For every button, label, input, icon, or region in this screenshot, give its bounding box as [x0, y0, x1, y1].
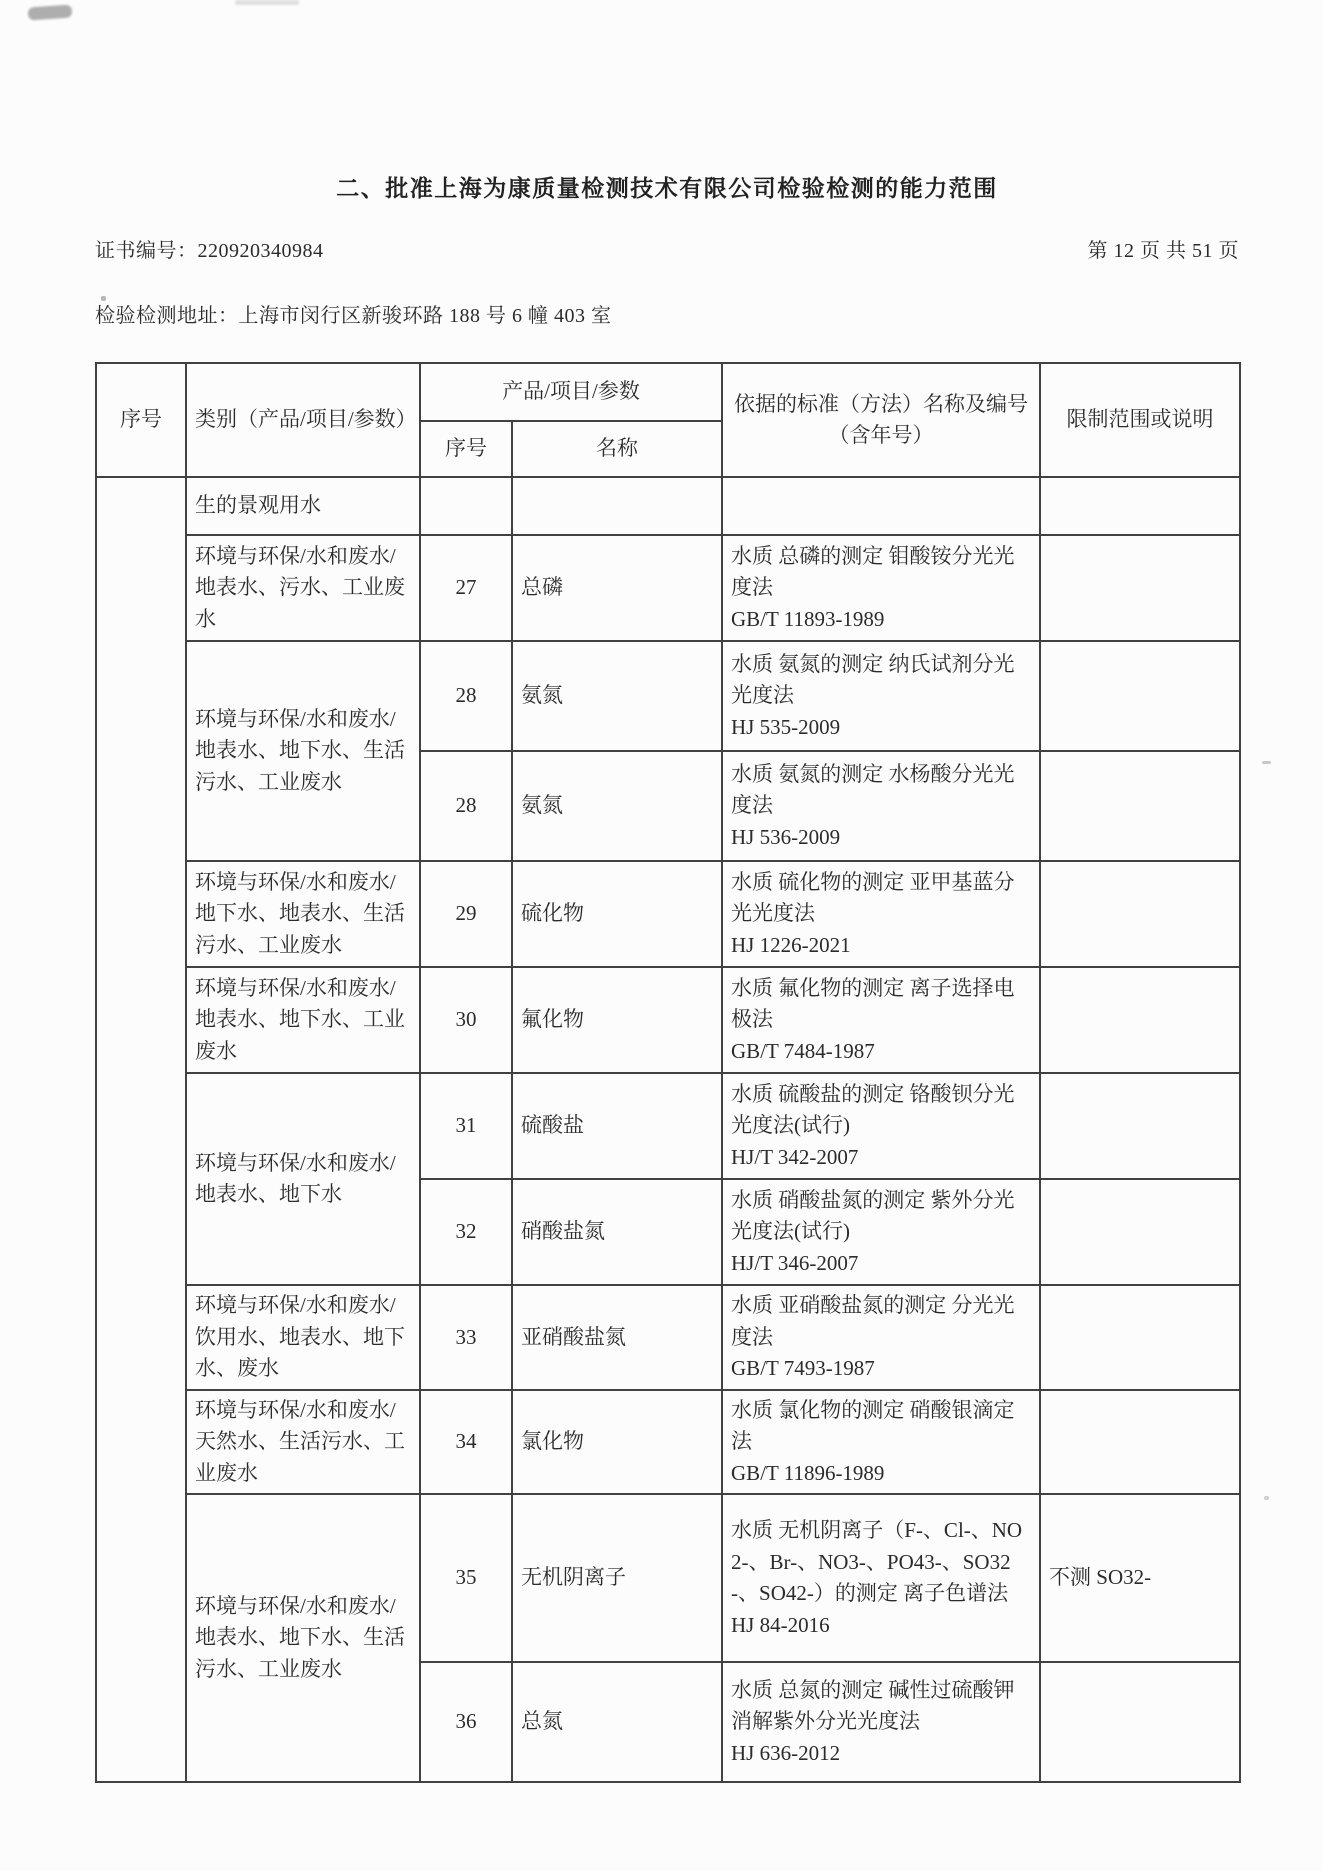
item-seq-cell: 33 [420, 1285, 512, 1390]
inspection-address: 检验检测地址：上海市闵行区新骏环路 188 号 6 幢 403 室 [95, 305, 612, 327]
item-name-cell: 总氮 [512, 1662, 722, 1782]
standard-cell [722, 1285, 1040, 1390]
category-cell: 环境与环保/水和废水/地表水、地下水、生活污水、工业废水 [186, 1494, 420, 1782]
standard-cell [722, 477, 1040, 535]
category-cell: 环境与环保/水和废水/地表水、地下水、生活污水、工业废水 [186, 641, 420, 861]
standard-code: HJ 536-2009 [731, 824, 841, 849]
standard-cell [722, 1390, 1040, 1495]
standard-method: 水质 无机阴离子（F-、Cl-、NO2-、Br-、NO3-、PO43-、SO32-、SO42-）的测定 离子色谱法 [731, 1518, 1023, 1605]
standard-method: 水质 亚硝酸盐氮的测定 分光光度法 [731, 1293, 1015, 1349]
item-name-cell: 硫酸盐 [512, 1073, 722, 1179]
restriction-cell [1040, 1073, 1240, 1179]
col-header-seq: 序号 [96, 363, 186, 477]
standard-code: GB/T 11893-1989 [731, 606, 885, 631]
scan-speck [1264, 1496, 1269, 1500]
table-row [96, 1494, 1240, 1662]
item-name-cell: 氟化物 [512, 967, 722, 1073]
standard-code: HJ 84-2016 [731, 1612, 830, 1637]
item-name-cell: 氯化物 [512, 1390, 722, 1495]
item-name-cell: 硝酸盐氮 [512, 1179, 722, 1285]
item-seq-cell [420, 477, 512, 535]
table-row [96, 477, 1240, 535]
item-seq-cell: 30 [420, 967, 512, 1073]
standard-cell [722, 1662, 1040, 1782]
standard-code: GB/T 11896-1989 [731, 1460, 885, 1485]
standard-cell [722, 1073, 1040, 1179]
standard-method: 水质 氨氮的测定 纳氏试剂分光光度法 [731, 651, 1015, 708]
table-row [96, 1073, 1240, 1179]
restriction-cell [1040, 1179, 1240, 1285]
standard-cell [722, 1179, 1040, 1285]
restriction-cell [1040, 967, 1240, 1073]
item-name-cell: 亚硝酸盐氮 [512, 1285, 722, 1390]
item-name-cell: 氨氮 [512, 641, 722, 751]
col-header-product-name: 名称 [512, 421, 722, 477]
category-cell: 环境与环保/水和废水/饮用水、地表水、地下水、废水 [186, 1285, 420, 1390]
restriction-cell [1040, 1390, 1240, 1495]
item-name-cell: 无机阴离子 [512, 1494, 722, 1662]
item-name-cell: 总磷 [512, 535, 722, 641]
category-cell: 环境与环保/水和废水/地表水、地下水 [186, 1073, 420, 1285]
standard-method: 水质 氟化物的测定 离子选择电极法 [731, 975, 1015, 1032]
scan-speck [101, 296, 106, 301]
standard-method: 水质 总氮的测定 碱性过硫酸钾消解紫外分光光度法 [731, 1677, 1015, 1734]
restriction-cell [1040, 535, 1240, 641]
standard-method: 水质 氯化物的测定 硝酸银滴定法 [731, 1397, 1015, 1453]
table-row [96, 1285, 1240, 1390]
category-cell: 生的景观用水 [186, 477, 420, 535]
standard-cell [722, 535, 1040, 641]
item-seq-cell: 27 [420, 535, 512, 641]
item-seq-cell: 31 [420, 1073, 512, 1179]
item-seq-cell: 29 [420, 861, 512, 967]
seq-cell-empty [96, 477, 186, 1782]
table-row [96, 535, 1240, 641]
table-row [96, 861, 1240, 967]
item-seq-cell: 28 [420, 641, 512, 751]
restriction-cell [1040, 1662, 1240, 1782]
scan-smudge [235, 0, 299, 5]
standard-code: HJ 636-2012 [731, 1740, 841, 1765]
standard-method: 水质 氨氮的测定 水杨酸分光光度法 [731, 761, 1015, 818]
restriction-cell: 不测 SO32- [1040, 1494, 1240, 1662]
item-seq-cell: 34 [420, 1390, 512, 1495]
standard-method: 水质 硫化物的测定 亚甲基蓝分光光度法 [731, 869, 1015, 926]
standard-cell [722, 751, 1040, 861]
restriction-cell [1040, 861, 1240, 967]
col-header-standard: 依据的标准（方法）名称及编号（含年号） [722, 363, 1040, 477]
standard-code: HJ 535-2009 [731, 714, 841, 739]
category-cell: 环境与环保/水和废水/地表水、地下水、工业废水 [186, 967, 420, 1073]
item-seq-cell: 32 [420, 1179, 512, 1285]
category-cell: 环境与环保/水和废水/地下水、地表水、生活污水、工业废水 [186, 861, 420, 967]
certificate-number: 证书编号：220920340984 [95, 240, 324, 262]
restriction-cell [1040, 477, 1240, 535]
standard-cell [722, 861, 1040, 967]
page-title: 二、批准上海为康质量检测技术有限公司检验检测的能力范围 [336, 176, 998, 201]
category-cell: 环境与环保/水和废水/天然水、生活污水、工业废水 [186, 1390, 420, 1495]
table-row [96, 967, 1240, 1073]
standard-code: HJ/T 342-2007 [731, 1144, 859, 1169]
header-row-1 [96, 363, 1240, 421]
meta-row [95, 234, 1239, 263]
scan-speck [1262, 761, 1271, 764]
col-header-restriction: 限制范围或说明 [1040, 363, 1240, 477]
table-row [96, 641, 1240, 751]
page-indicator: 第 12 页 共 51 页 [1087, 240, 1239, 262]
scan-smudge [28, 4, 73, 20]
col-header-product-seq: 序号 [420, 421, 512, 477]
col-header-category: 类别（产品/项目/参数） [186, 363, 420, 477]
item-name-cell: 氨氮 [512, 751, 722, 861]
item-name-cell: 硫化物 [512, 861, 722, 967]
restriction-cell [1040, 751, 1240, 861]
standard-code: GB/T 7484-1987 [731, 1038, 875, 1063]
item-seq-cell: 35 [420, 1494, 512, 1662]
restriction-cell [1040, 1285, 1240, 1390]
standard-code: HJ/T 346-2007 [731, 1250, 859, 1275]
standard-cell [722, 641, 1040, 751]
standard-method: 水质 硫酸盐的测定 铬酸钡分光光度法(试行) [731, 1081, 1015, 1138]
standard-method: 水质 总磷的测定 钼酸铵分光光度法 [731, 543, 1015, 600]
item-seq-cell: 28 [420, 751, 512, 861]
standard-code: GB/T 7493-1987 [731, 1356, 875, 1380]
restriction-cell [1040, 641, 1240, 751]
col-header-product: 产品/项目/参数 [420, 363, 722, 421]
standard-code: HJ 1226-2021 [731, 932, 851, 957]
item-name-cell [512, 477, 722, 535]
standard-cell [722, 967, 1040, 1073]
capability-table [95, 362, 1241, 1783]
item-seq-cell: 36 [420, 1662, 512, 1782]
standard-method: 水质 硝酸盐氮的测定 紫外分光光度法(试行) [731, 1187, 1015, 1244]
standard-cell [722, 1494, 1040, 1662]
table-row [96, 1390, 1240, 1495]
category-cell: 环境与环保/水和废水/地表水、污水、工业废水 [186, 535, 420, 641]
